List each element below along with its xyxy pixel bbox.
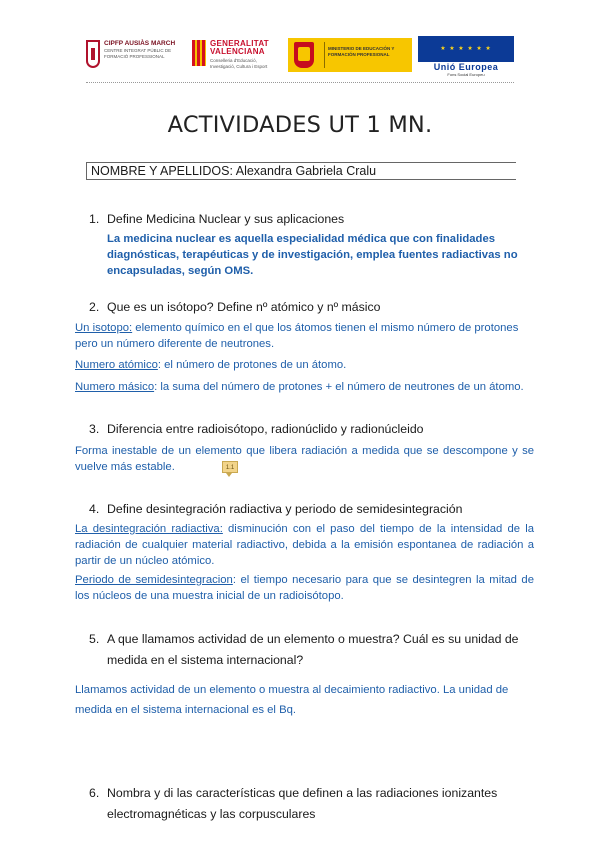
question-number: 2. (89, 300, 100, 314)
header-divider (86, 82, 514, 83)
eu-stars-icon: ★ ★ ★ ★ ★ ★ (440, 46, 492, 52)
answer-4-halflife (75, 572, 534, 604)
question-6 (89, 786, 497, 800)
question-text: Nombra y di las características que definen a las radiaciones ionizantes (107, 786, 498, 800)
isotope-text: elemento químico en el que los átomos tienen el mismo número de protones pero un número diferente de neutrones. (75, 322, 519, 350)
question-text: Diferencia entre radioisótopo, radionúclido y radionúcleido (107, 422, 424, 436)
cipfp-name: CIPFP AUSIÀS MARCH (104, 40, 176, 47)
answer-2-mass (75, 379, 535, 395)
answer-2-atomic (75, 357, 525, 373)
question-number: 4. (89, 502, 100, 516)
name-field (86, 162, 516, 180)
cipfp-crest-icon (86, 40, 100, 68)
ministry-logo (288, 38, 412, 72)
question-5 (89, 632, 519, 646)
mass-label: Numero másico (75, 381, 155, 393)
eu-subtitle: Fons Social Europeu (447, 72, 485, 77)
question-2 (89, 300, 381, 314)
gva-name-2: VALENCIANA (210, 47, 265, 56)
page-title: ACTIVIDADES UT 1 MN. (167, 112, 433, 138)
mass-text: : la suma del número de protones + el número de neutrones de un átomo. (154, 381, 524, 393)
question-1 (89, 212, 344, 226)
question-3 (89, 422, 424, 436)
question-4 (89, 502, 462, 516)
question-number: 1. (89, 212, 100, 226)
atomic-label: Numero atómico (75, 359, 158, 371)
answer-2-isotope (75, 320, 525, 352)
decay-label: La desintegración radiactiva: (75, 523, 223, 535)
ministry-divider (324, 42, 325, 68)
spain-shield-icon (294, 42, 314, 68)
cipfp-logo (86, 34, 186, 78)
gva-name-1: GENERALITAT (210, 39, 269, 48)
answer-4-decay (75, 521, 534, 569)
question-text: Define Medicina Nuclear y sus aplicaciones (107, 212, 345, 226)
question-text: Define desintegración radiactiva y periodo de semidesintegración (107, 502, 463, 516)
gva-logo (192, 34, 282, 78)
ministry-name: MINISTERIO DE EDUCACIÓN Y FORMACIÓN PROFESIONAL (328, 46, 395, 57)
cipfp-subtitle: CENTRE INTEGRAT PÚBLIC DE FORMACIÓ PROFESSIONAL (104, 48, 172, 59)
name-field-text: NOMBRE Y APELLIDOS: Alexandra Gabriela Cralu (91, 164, 377, 178)
question-5-line2: medida en el sistema internacional? (107, 653, 304, 667)
question-number: 5. (89, 632, 100, 646)
question-text: A que llamamos actividad de un elemento o muestra? Cuál es su unidad de (107, 632, 519, 646)
answer-3: Forma inestable de un elemento que libera radiación a medida que se descompone y se vuelve más estable. (75, 445, 534, 473)
gva-bars-icon (192, 40, 206, 66)
halflife-text: : el tiempo necesario para que se desintegren la mitad de los núcleos de una muestra inicial de un radioisótopo. (75, 574, 534, 602)
question-text: Que es un isótopo? Define nº atómico y nº másico (107, 300, 381, 314)
question-6-line2: electromagnéticas y las corpusculares (107, 807, 316, 821)
question-number: 6. (89, 786, 100, 800)
answer-1: La medicina nuclear es aquella especialidad médica que con finalidades diagnósticas, terapéuticas y de investigación, emplea fuentes radiactivas no encapsuladas, según OMS. (107, 233, 518, 277)
atomic-text: : el número de protones de un átomo. (157, 359, 347, 371)
decay-text: disminución con el paso del tiempo de la intensidad de la radiación de cualquier material radiactivo, debida a la emisión espontanea de radiación a partir de un núcleo atómico. (75, 523, 534, 567)
answer-5: Llamamos actividad de un elemento o muestra al decaimiento radiactivo. La unidad de medida en el sistema internacional es el Bq. (75, 684, 509, 716)
eu-logo (418, 36, 514, 76)
isotope-label: Un isotopo: (75, 322, 133, 334)
comment-badge[interactable]: 1.1 (222, 461, 238, 473)
question-number: 3. (89, 422, 100, 436)
halflife-label: Periodo de semidesintegracion (75, 574, 233, 586)
eu-name: Unió Europea (433, 62, 499, 72)
gva-subtitle: Conselleria d'Educació, Investigació, Cultura i Esport (210, 58, 268, 69)
